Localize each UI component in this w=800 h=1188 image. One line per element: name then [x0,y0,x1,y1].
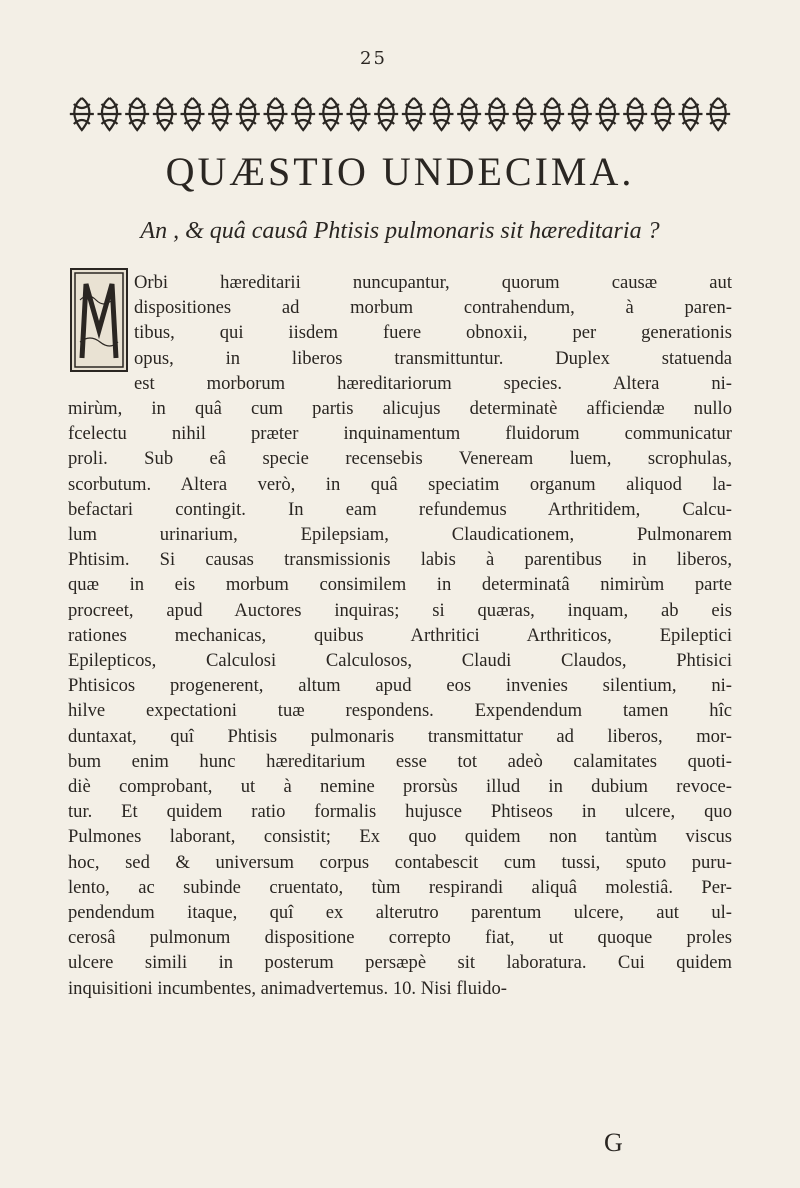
fleuron-mark [374,98,398,130]
fleuron-mark [679,98,703,130]
fleuron-mark [208,98,232,130]
fleuron-mark [319,98,343,130]
text-line: lento, ac subinde cruentato, tùm respirandi aliquâ molestiâ. Per- [68,876,732,898]
text-line: mirùm, in quâ cum partis alicujus determinatè afficiendæ nullo [68,398,732,420]
text-line: procreet, apud Auctores inquiras; si quæras, inquam, ab eis [68,599,732,621]
fleuron-mark [430,98,454,130]
fleuron-mark [457,98,481,130]
text-line: proli. Sub eâ specie recensebis Veneream luem, scrophulas, [68,448,732,470]
text-line: lum urinarium, Epilepsiam, Claudicationem, Pulmonarem [68,524,732,546]
fleuron-mark [596,98,620,130]
paragraph [68,270,732,1001]
text-line: duntaxat, quî Phtisis pulmonaris transmittatur ad liberos, mor- [68,725,732,747]
fleuron-mark [540,98,564,130]
chapter-title: QUÆSTIO UNDECIMA. [165,149,635,194]
page-number: 25 [360,48,387,69]
text-line: dispositiones ad morbum contrahendum, à paren- [134,297,732,319]
text-line: opus, in liberos transmittuntur. Duplex statuenda [134,347,732,369]
text-line: inquisitioni incumbentes, animadvertemus. 10. Nisi fluido- [68,977,507,999]
text-line: est morborum hæreditariorum species. Altera ni- [134,372,732,394]
fleuron-mark [402,98,426,130]
text-line: befactari contingit. In eam refundemus Arthritidem, Calcu- [68,498,732,520]
text-line: tibus, qui iisdem fuere obnoxii, per generationis [134,322,732,344]
text-line: quæ in eis morbum consimilem in determinatâ nimirùm parte [68,574,732,596]
fleuron-mark [485,98,509,130]
text-line: Epilepticos, Calculosi Calculosos, Claudi Claudos, Phtisici [68,650,732,672]
text-line: Phtisim. Si causas transmissionis labis à parentibus in liberos, [68,549,732,571]
fleuron-mark [706,98,730,130]
text-line: scorbutum. Altera verò, in quâ speciatim organum aliquod la- [68,473,732,495]
text-line: Pulmones laborant, consistit; Ex quo quidem non tantùm viscus [68,826,732,848]
text-line: hoc, sed & universum corpus contabescit cum tussi, sputo puru- [68,851,732,873]
fleuron-mark [181,98,205,130]
text-line: pendendum itaque, quî ex alterutro parentum ulcere, aut ul- [68,902,732,924]
fleuron-band-icon [68,92,732,136]
question-subtitle: An , & quâ causâ Phtisis pulmonaris sit hæreditaria ? [140,218,660,244]
fleuron-mark [264,98,288,130]
signature-mark: G [604,1128,623,1157]
text-line: rationes mechanicas, quibus Arthritici Arthriticos, Epileptici [68,624,732,646]
text-line: tur. Et quidem ratio formalis hujusce Phtiseos in ulcere, quo [68,801,732,823]
text-line: Orbi hæreditarii nuncupantur, quorum causæ aut [134,272,732,293]
fleuron-mark [236,98,260,130]
fleuron-mark [125,98,149,130]
text-line: bum enim hunc hæreditarium esse tot adeò calamitates quoti- [68,750,732,772]
fleuron-mark [70,98,94,130]
text-line: Phtisicos progenerent, altum apud eos invenies silentium, ni- [68,675,732,697]
fleuron-mark [153,98,177,130]
text-line: diè comprobant, ut à nemine prorsùs illud in dubium revoce- [68,776,732,798]
fleuron-mark [347,98,371,130]
text-line: hilve expectationi tuæ respondens. Expendendum tamen hîc [68,700,732,722]
text-line: ulcere simili in posterum persæpè sit laboratura. Cui quidem [68,952,732,974]
fleuron-mark [291,98,315,130]
fleuron-mark [513,98,537,130]
text-line: fcelectu nihil præter inquinamentum fluidorum communicatur [68,423,732,445]
fleuron-mark [568,98,592,130]
text-line: cerosâ pulmonum dispositione correpto fiat, ut quoque proles [68,927,732,949]
fleuron-mark [98,98,122,130]
fleuron-mark [623,98,647,130]
fleuron-mark [651,98,675,130]
